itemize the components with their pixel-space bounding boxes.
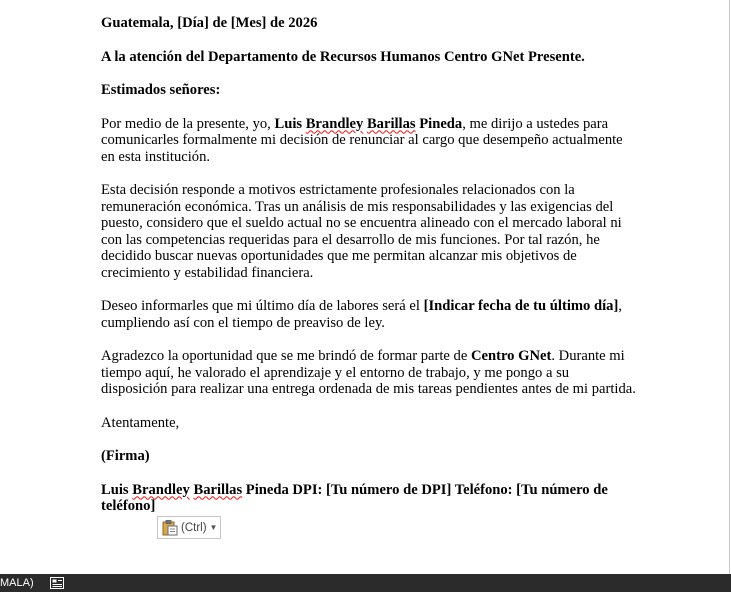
paste-options-label: (Ctrl) — [181, 521, 207, 534]
closing: Atentamente, — [101, 414, 180, 431]
signature-block: Luis Brandley Barillas Pineda DPI: [Tu número de DPI] Teléfono: [Tu número de teléfono] — [101, 481, 608, 514]
company-name: Centro GNet — [470, 348, 552, 364]
document-body[interactable] — [101, 15, 636, 515]
track-changes-icon[interactable] — [50, 577, 64, 589]
spellcheck-word[interactable]: Brandley — [305, 115, 364, 132]
date-line: Guatemala, [Día] de [Mes] de 2026 — [101, 15, 318, 31]
spellcheck-word[interactable]: Brandley — [132, 481, 190, 498]
paste-options-button[interactable] — [157, 516, 221, 539]
author-name: Luis Brandley Barillas Pineda — [274, 115, 463, 132]
paragraph-thanks: Agradezco la oportunidad que se me brindó de formar parte de Centro GNet. Durante mi tiempo aquí, he valorado el aprendizaje y el entorno de trabajo, y me pongo a su disposición para realizar una entrega ordenada de mis tareas pendientes antes de mi partida. — [101, 348, 636, 397]
paragraph-intro: Por medio de la presente, yo, Luis Brandley Barillas Pineda, me dirijo a ustedes para comunicarles formalmente mi decisión de renunciar al cargo que desempeño actualmente en esta institución. — [101, 115, 623, 165]
last-day-placeholder: [Indicar fecha de tu último día] — [423, 298, 619, 314]
spellcheck-word[interactable]: Barillas — [366, 115, 416, 132]
paragraph-last-day: Deseo informarles que mi último día de labores será el [Indicar fecha de tu último día], cumpliendo así con el tiempo de preaviso de ley. — [101, 298, 622, 331]
paragraph-reason: Esta decisión responde a motivos estrictamente profesionales relacionados con la remuneración económica. Tras un análisis de mis responsabilidades y las exigencias del puesto, considero que el sueldo actual no se encuentra alineado con el mercado laboral ni con las competencias requeridas para el desarrollo de mis funciones. Por tal razón, he decidido buscar nuevas oportunidades que me permitan alcanzar mis objetivos de crecimiento y estabilidad financiera. — [101, 182, 622, 281]
chevron-down-icon: ▼ — [209, 523, 218, 532]
signature-label: (Firma) — [101, 448, 150, 464]
status-language[interactable]: MALA) — [0, 577, 34, 589]
salutation: Estimados señores: — [101, 82, 221, 98]
clipboard-icon — [161, 519, 178, 536]
attention-line: A la atención del Departamento de Recursos Humanos Centro GNet Presente. — [101, 48, 585, 65]
spellcheck-word[interactable]: Barillas — [193, 481, 243, 498]
status-bar — [0, 574, 731, 592]
